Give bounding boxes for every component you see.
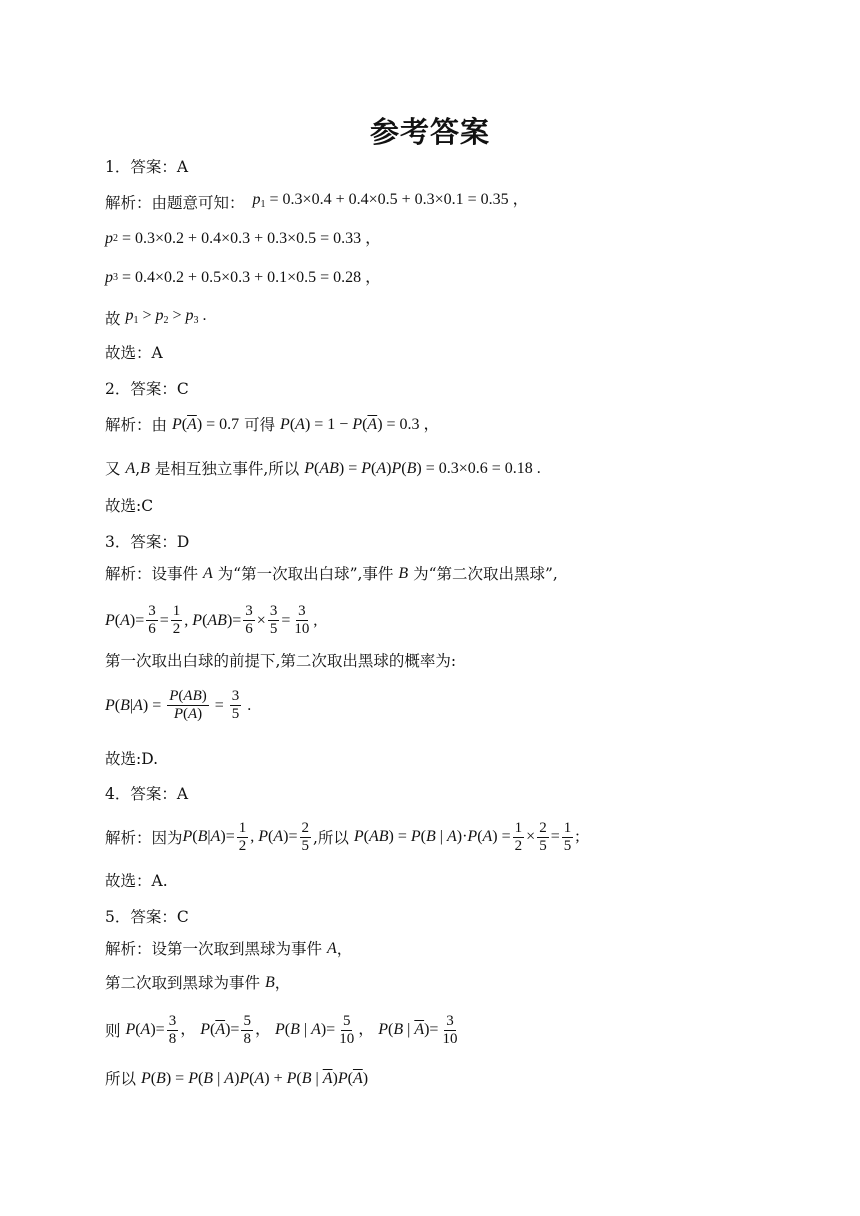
q4-line1: 解析：因为 P(B|A)= $\frac{1}{2}$ , P(A)= $\frac{2}{5}$ ,所以 P(AB) = P(B | A)·P(A) = $\frac{1}{2}$ × $\frac{2}{5}$ = $\frac{1}{5}$ ; <box>105 820 580 854</box>
q3-answer: 3．答案：D <box>105 533 190 551</box>
q1-eq2: p 2 = 0.3×0.2 + 0.4×0.3 + 0.3×0.5 = 0.33 ， <box>105 230 382 247</box>
q2-line2: 又 A , B 是相互独立事件,所以 P(AB) = P(A)P(B) = 0.3×0.6 = 0.18 . <box>105 460 541 478</box>
q5-answer: 5．答案：C <box>105 908 189 926</box>
q5-line4: 所以 P(B) = P(B | A)P(A) + P(B | $\overline{A})P(\overline{A})$ <box>105 1070 369 1088</box>
q3-line3: 第一次取出白球的前提下,第二次取出黑球的概率为: <box>105 652 457 670</box>
q1-analysis-line <box>105 189 529 216</box>
page-title: 参考答案 <box>369 115 490 149</box>
q1-eq1: $p_1 = 0.3\times 0.4 + 0.4\times 0.5 + 0.3\times 0.1 = 0.35$ ， <box>252 191 529 210</box>
q1-conclusion: 故 $p_1 > p_2 > p_3$ . <box>105 307 207 328</box>
q2-answer: 2．答案：C <box>105 380 189 398</box>
q2-choice: 故选:C <box>105 497 154 515</box>
q3-choice: 故选:D. <box>105 750 159 768</box>
q5-line1: 解析：设第一次取到黑球为事件 A ， <box>105 940 353 958</box>
q3-line1: 解析：设事件 A 为“第一次取出白球”,事件 B 为“第二次取出黑球”, <box>105 565 558 583</box>
q1-choice: 故选：A <box>105 344 163 362</box>
q3-line4: P ( B | A ) = $\frac{P(AB)}{P(A)}$ = $\frac{3}{5}$ . <box>105 688 252 722</box>
q5-line3: 则 P(A)= $\frac{3}{8}$ ， $P(\overline{A})=$ $\frac{5}{8}$ ， P(B | A)= $\frac{5}{10}$ ， P(B | $\overline{A})=$ $\frac{3}{10}$ <box>105 1013 458 1047</box>
q1-eq3: p 3 = 0.4×0.2 + 0.5×0.3 + 0.1×0.5 = 0.28 ， <box>105 269 382 286</box>
q5-line2: 第二次取到黑球为事件 B ， <box>105 974 291 992</box>
q1-answer: 1．答案：A <box>105 158 189 176</box>
q4-choice: 故选：A. <box>105 872 168 890</box>
q3-line2: P ( A )= $\frac{3}{6}$ = $\frac{1}{2}$ , P ( AB )= $\frac{3}{6}$ × $\frac{3}{5}$ = $\frac{3}{10}$ , <box>105 603 318 637</box>
q2-line1: 解析：由 $P(\overline{A}) = 0.7$ 可得 $P(A) = 1 - P(\overline{A}) = 0.3$ ， <box>105 416 440 434</box>
q4-answer: 4．答案：A <box>105 785 189 803</box>
q1-analysis-label: 解析：由题意可知： <box>105 193 245 212</box>
